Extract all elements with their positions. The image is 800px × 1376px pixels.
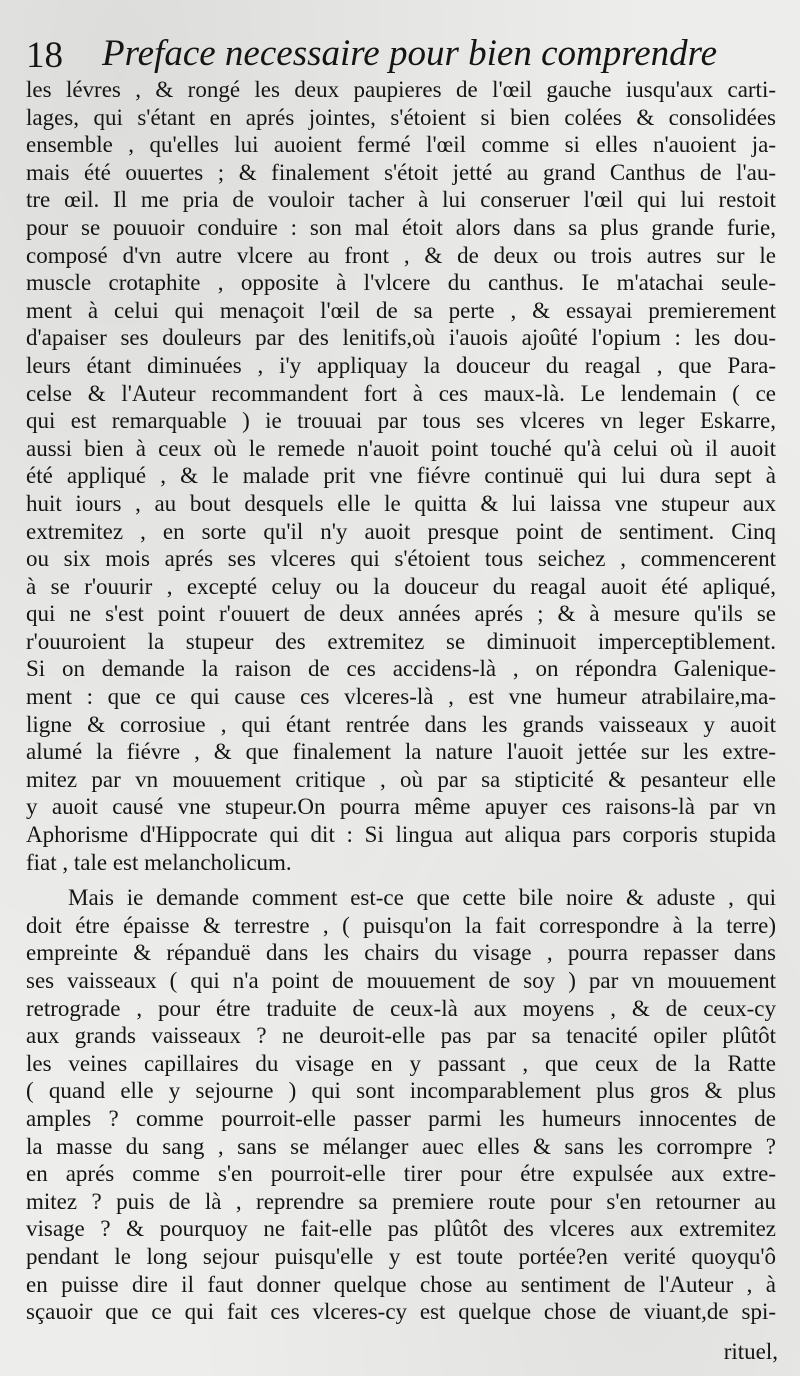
- text-line: à se r'ouurir , excepté celuy ou la douceur du reagal auoit été apliqué,: [26, 573, 776, 599]
- text-line: amples ? comme pourroit-elle passer parmi les humeurs innocentes de: [26, 1105, 776, 1131]
- page-number: 18: [26, 35, 63, 76]
- text-line: ou six mois aprés ses vlceres qui s'étoient tous seichez , commencerent: [26, 546, 776, 572]
- text-line: d'apaiser ses douleurs par des lenitifs,où i'auois ajoûté l'opium : les dou-: [26, 325, 776, 351]
- text-line: été appliqué , & le malade prit vne fiévre continuë qui lui dura sept à: [26, 463, 776, 489]
- text-line: visage ? & pourquoy ne fait-elle pas plûtôt des vlceres aux extremitez: [26, 1216, 776, 1242]
- text-line: aussi bien à ceux où le remede n'auoit point touché qu'à celui où il auoit: [26, 435, 776, 461]
- running-header: [26, 30, 776, 78]
- text-line: les lévres , & rongé les deux paupieres de l'œil gauche iusqu'aux carti-: [26, 77, 776, 102]
- paragraph: [26, 76, 776, 876]
- text-line: lages, qui s'étant en aprés jointes, s'étoient si bien colées & consolidées: [26, 104, 776, 130]
- catchword: rituel,: [723, 1339, 778, 1364]
- text-line: mitez ? puis de là , reprendre sa premiere route pour s'en retourner au: [26, 1188, 776, 1214]
- text-line: huit iours , au bout desquels elle le quitta & lui laissa vne stupeur aux: [26, 490, 776, 516]
- text-line: celse & l'Auteur recommandent fort à ces maux-là. Le lendemain ( ce: [26, 380, 776, 406]
- text-line: ses vaisseaux ( qui n'a point de mouuement de soy ) par vn mouuement: [26, 968, 776, 993]
- text-line: les veines capillaires du visage en y passant , que ceux de la Ratte: [26, 1050, 776, 1076]
- text-line: composé d'vn autre vlcere au front , & de deux ou trois autres sur le: [26, 242, 776, 268]
- text-line: y auoit causé vne stupeur.On pourra même apuyer ces raisons-là par vn: [26, 794, 776, 820]
- text-line: Si on demande la raison de ces accidens-là , on répondra Galenique-: [26, 656, 776, 682]
- text-line: retrograde , pour étre traduite de ceux-là aux moyens , & de ceux-cy: [26, 995, 776, 1021]
- text-line: ligne & corrosiue , qui étant rentrée dans les grands vaisseaux y auoit: [26, 711, 776, 737]
- text-line: ( quand elle y sejourne ) qui sont incomparablement plus gros & plus: [26, 1078, 776, 1104]
- text-line: mais été ouuertes ; & finalement s'étoit jetté au grand Canthus de l'au-: [26, 159, 776, 185]
- text-line: doit étre épaisse & terrestre , ( puisqu'on la fait correspondre à la terre): [26, 912, 776, 938]
- text-line: empreinte & répanduë dans les chairs du visage , pourra repasser dans: [26, 940, 776, 966]
- text-line: ensemble , qu'elles lui auoient fermé l'œil comme si elles n'auoient ja-: [26, 132, 776, 158]
- text-line: aux grands vaisseaux ? ne deuroit-elle pas par sa tenacité opiler plûtôt: [26, 1023, 776, 1049]
- running-title: Preface necessaire pour bien comprendre: [102, 33, 718, 74]
- text-line: qui ne s'est point r'ouuert de deux années aprés ; & à mesure qu'ils se: [26, 601, 776, 627]
- text-line: Aphorisme d'Hippocrate qui dit : Si lingua aut aliqua pars corporis stupida: [26, 822, 776, 848]
- text-line: ment à celui qui menaçoit l'œil de sa perte , & essayai premierement: [26, 297, 776, 323]
- paragraph: [26, 884, 776, 1326]
- text-line: en aprés comme s'en pourroit-elle tirer pour étre expulsée aux extre-: [26, 1161, 776, 1187]
- text-line: muscle crotaphite , opposite à l'vlcere du canthus. Ie m'atachai seule-: [26, 270, 776, 296]
- text-line: Mais ie demande comment est-ce que cette bile noire & aduste , qui: [68, 885, 776, 911]
- text-line: fiat , tale est melancholicum.: [26, 849, 292, 875]
- text-line: tre œil. Il me pria de vouloir tacher à lui conseruer l'œil qui lui restoit: [26, 187, 776, 213]
- text-line: la masse du sang , sans se mélanger auec elles & sans les corrompre ?: [26, 1133, 776, 1159]
- text-line: sçauoir que ce qui fait ces vlceres-cy est quelque chose de viuant,de spi-: [26, 1299, 776, 1325]
- text-line: pendant le long sejour puisqu'elle y est toute portée?en verité quoyqu'ô: [26, 1243, 776, 1269]
- text-line: qui est remarquable ) ie trouuai par tous ses vlceres vn leger Eskarre,: [26, 408, 776, 434]
- text-line: r'ouuroient la stupeur des extremitez se diminuoit imperceptiblement.: [26, 628, 776, 654]
- text-line: alumé la fiévre , & que finalement la nature l'auoit jettée sur les extre-: [26, 739, 776, 765]
- text-line: mitez par vn mouuement critique , où par sa stipticité & pesanteur elle: [26, 766, 776, 792]
- body-text: [26, 76, 776, 1326]
- text-line: ment : que ce qui cause ces vlceres-là , est vne humeur atrabilaire,ma-: [26, 684, 776, 710]
- text-line: leurs étant diminuées , i'y appliquay la douceur du reagal , que Para-: [26, 352, 776, 378]
- text-line: en puisse dire il faut donner quelque chose au sentiment de l'Auteur , à: [26, 1271, 776, 1297]
- text-line: extremitez , en sorte qu'il n'y auoit presque point de sentiment. Cinq: [26, 518, 776, 544]
- text-line: pour se pouuoir conduire : son mal étoit alors dans sa plus grande furie,: [26, 214, 776, 240]
